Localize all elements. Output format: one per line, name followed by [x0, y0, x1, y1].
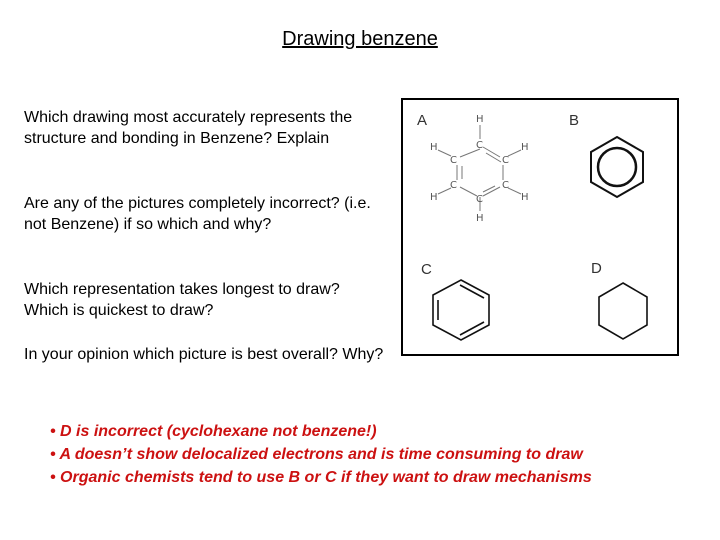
benzene-circle-structure — [591, 137, 643, 197]
answer-item: • Organic chemists tend to use B or C if they want to draw mechanisms — [50, 469, 592, 486]
cyclohexane-structure — [599, 283, 647, 339]
answer-list — [50, 420, 710, 489]
atom-c-upper-right: C — [502, 155, 509, 166]
label-d: D — [591, 260, 602, 277]
benzene-drawings-svg — [403, 100, 677, 354]
atom-c-top: C — [476, 140, 483, 151]
question-drawing-time: Which representation takes longest to draw? Which is quickest to draw? — [24, 281, 340, 319]
atom-c-bottom: C — [476, 194, 483, 205]
answer-item: • A doesn’t show delocalized electrons and is time consuming to draw — [50, 446, 583, 463]
atom-h-upper-right: H — [521, 142, 529, 153]
slide-title: Drawing benzene — [282, 28, 438, 50]
question-best-overall: In your opinion which picture is best overall? Why? — [24, 346, 384, 363]
atom-h-lower-right: H — [521, 192, 529, 203]
benzene-drawings-figure — [401, 98, 679, 356]
atom-h-upper-left: H — [430, 142, 438, 153]
answer-item: • D is incorrect (cyclohexane not benzene!) — [50, 423, 377, 440]
atom-c-lower-left: C — [450, 180, 457, 191]
atom-h-bottom: H — [476, 213, 484, 224]
atom-c-upper-left: C — [450, 155, 457, 166]
atom-c-lower-right: C — [502, 180, 509, 191]
kekule-skeletal-structure — [433, 280, 489, 340]
label-a: A — [417, 112, 428, 129]
atom-h-top: H — [476, 114, 484, 125]
kekule-atom-labels — [430, 114, 529, 224]
label-c: C — [421, 261, 432, 278]
question-accuracy: Which drawing most accurately represents the structure and bonding in Benzene? Explain — [24, 109, 353, 147]
label-b: B — [569, 112, 580, 129]
question-incorrect: Are any of the pictures completely incorrect? (i.e. not Benzene) if so which and why? — [24, 195, 371, 233]
atom-h-lower-left: H — [430, 192, 438, 203]
